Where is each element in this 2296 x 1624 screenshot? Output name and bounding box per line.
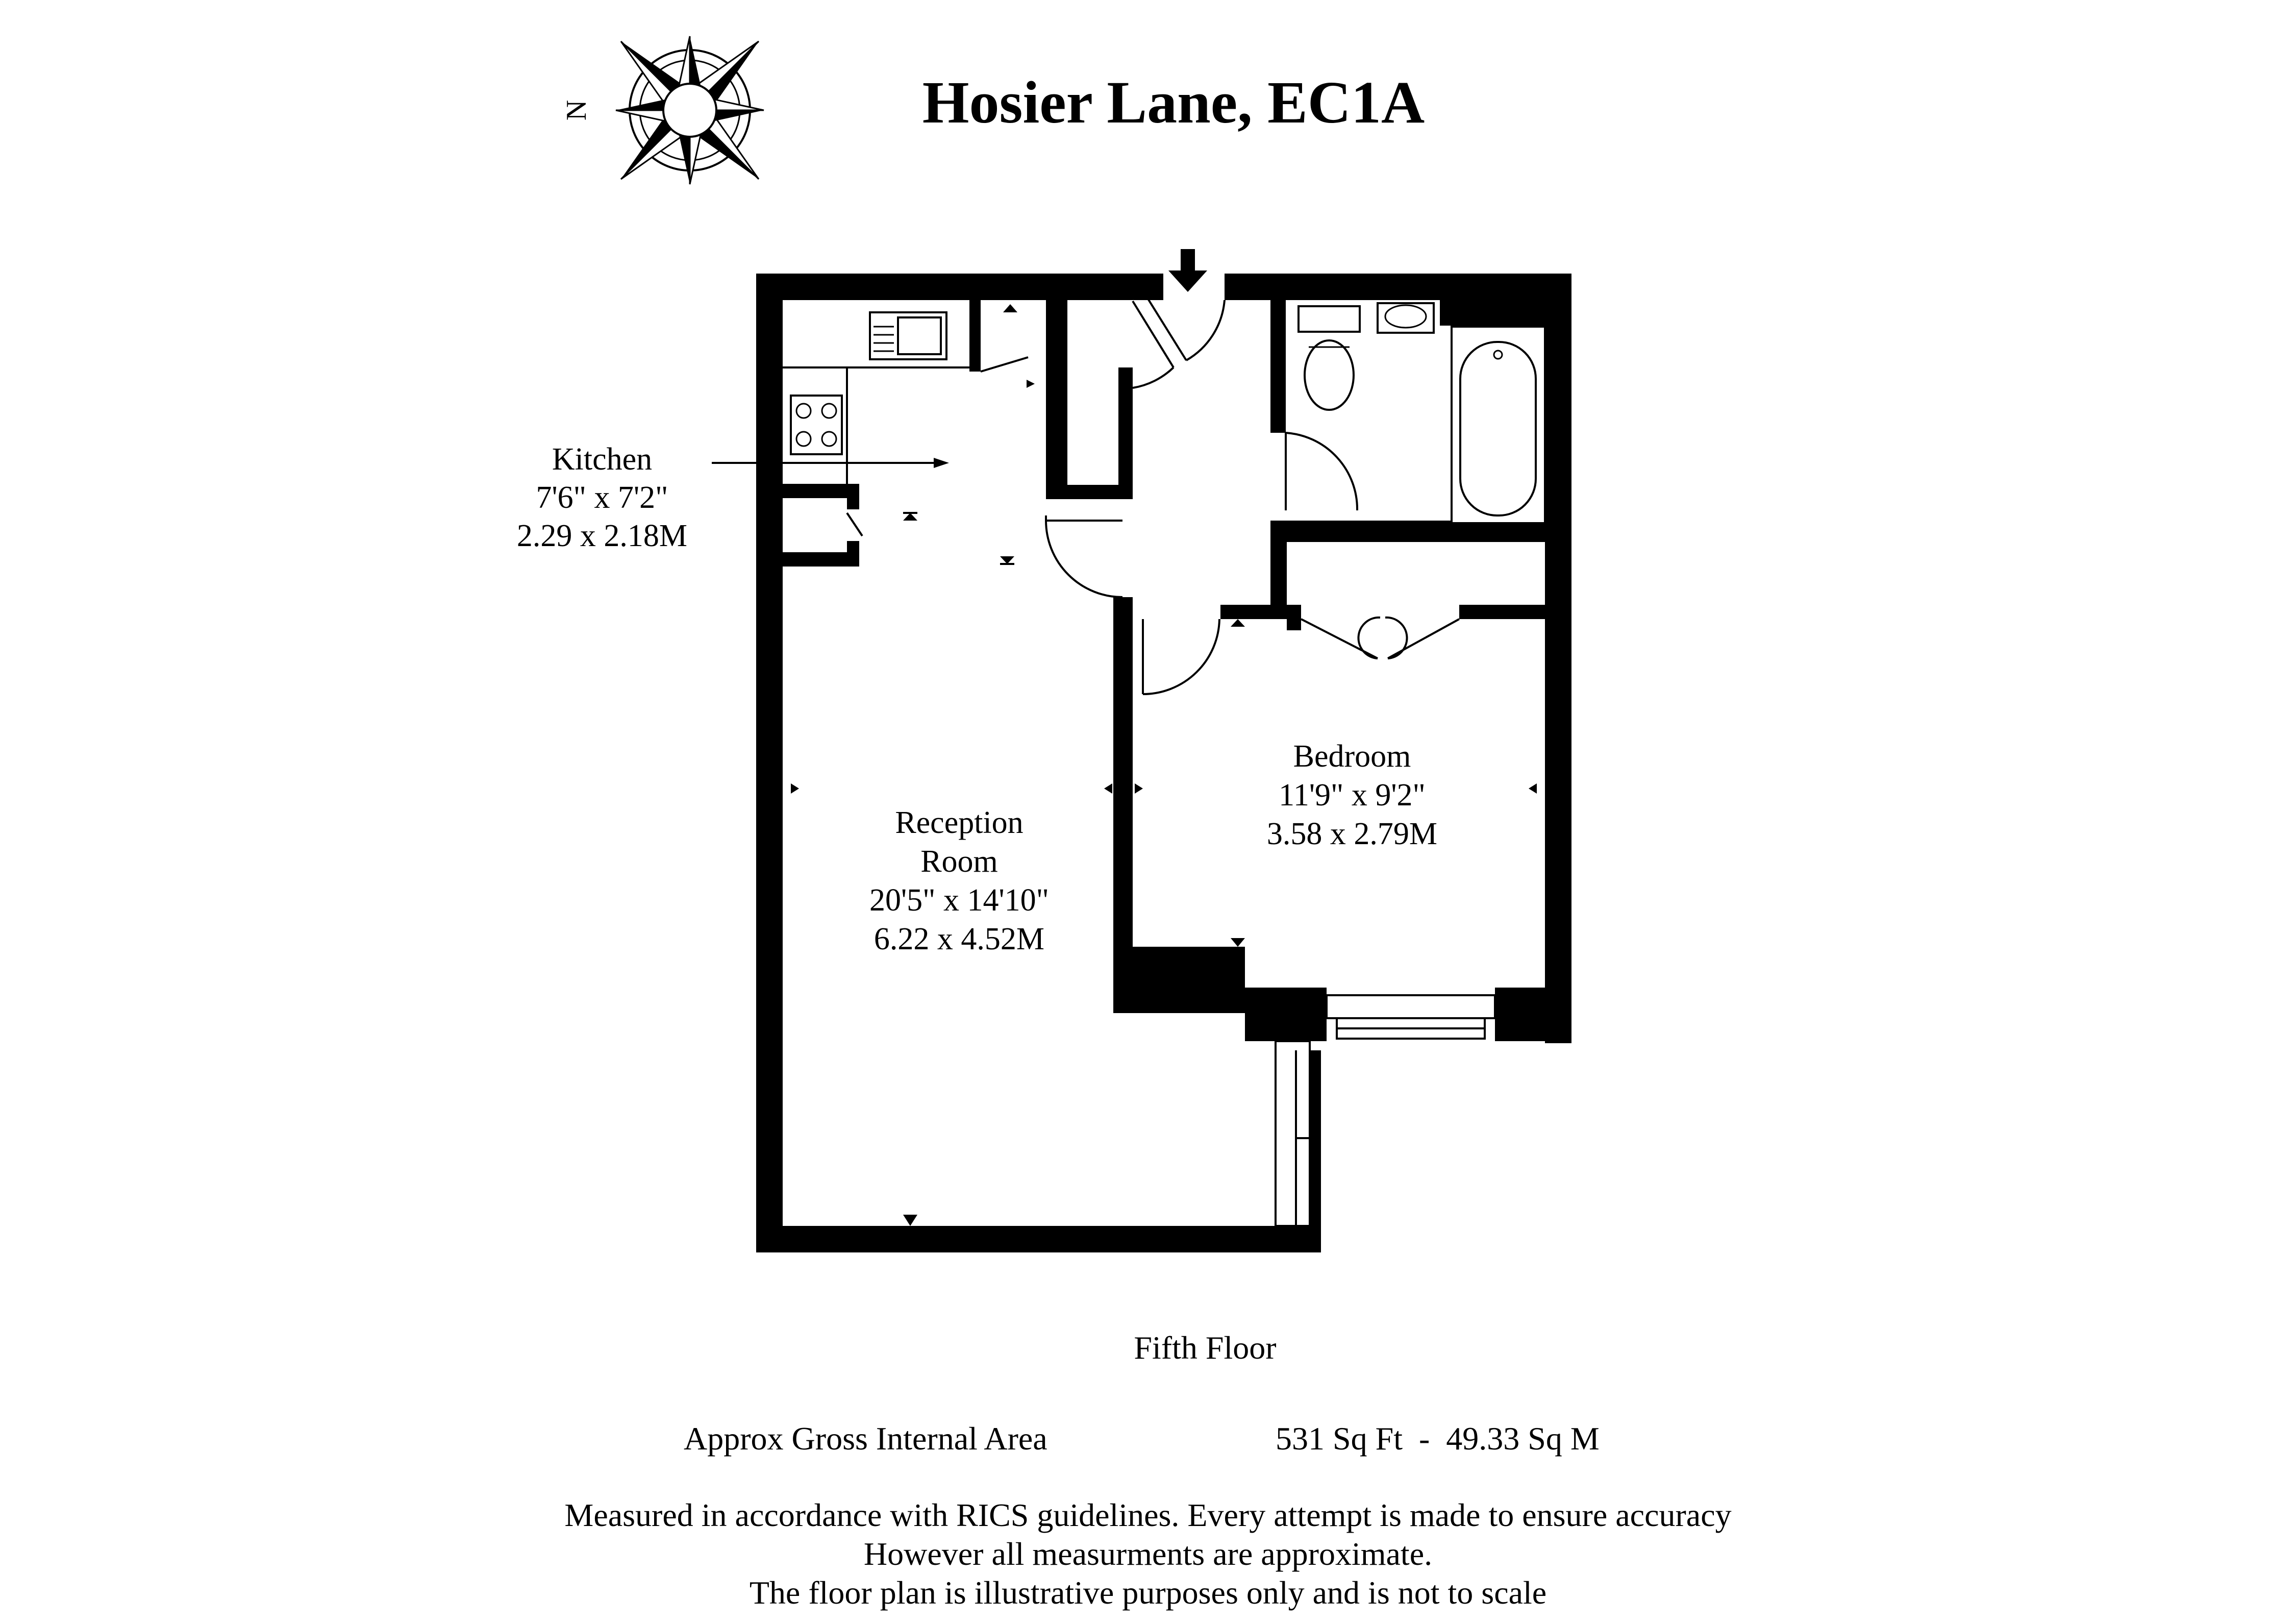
reception-name-line1: Reception bbox=[895, 805, 1024, 840]
reception-imperial: 20'5" x 14'10" bbox=[869, 883, 1049, 918]
entrance-arrow-icon bbox=[1168, 249, 1207, 292]
reception-label bbox=[869, 805, 1049, 956]
toilet-icon bbox=[1299, 306, 1360, 410]
bath-icon bbox=[1452, 327, 1545, 523]
reception-metric: 6.22 x 4.52M bbox=[874, 922, 1045, 956]
kitchen-imperial: 7'6" x 7'2" bbox=[536, 480, 668, 515]
compass-rose-icon bbox=[616, 36, 764, 184]
area-value: 531 Sq Ft - 49.33 Sq M bbox=[1276, 1420, 1600, 1457]
floor-label: Fifth Floor bbox=[1134, 1330, 1277, 1366]
bathroom-fixtures bbox=[1299, 303, 1545, 523]
kitchen-fixtures bbox=[783, 312, 969, 484]
bedroom-imperial: 11'9" x 9'2" bbox=[1279, 778, 1426, 813]
north-label: N bbox=[560, 100, 592, 121]
area-label: Approx Gross Internal Area bbox=[684, 1420, 1047, 1457]
bedroom-name: Bedroom bbox=[1293, 739, 1411, 774]
kitchen-metric: 2.29 x 2.18M bbox=[516, 519, 688, 553]
disclaimer-line2: However all measurments are approximate. bbox=[863, 1536, 1433, 1572]
kitchen-label bbox=[517, 442, 687, 553]
dimension-markers bbox=[791, 304, 1537, 1226]
disclaimer-line1: Measured in accordance with RICS guidelines. Every attempt is made to ensure accuracy bbox=[564, 1497, 1732, 1533]
bedroom-label bbox=[1267, 739, 1437, 851]
basin-icon bbox=[1378, 303, 1434, 333]
kitchen-name: Kitchen bbox=[552, 442, 653, 477]
hob-icon bbox=[791, 396, 842, 454]
bedroom-metric: 3.58 x 2.79M bbox=[1266, 817, 1438, 851]
disclaimer-line3: The floor plan is illustrative purposes only and is not to scale bbox=[749, 1574, 1547, 1611]
page-title: Hosier Lane, EC1A bbox=[922, 69, 1425, 136]
walls bbox=[756, 274, 1571, 1252]
reception-name-line2: Room bbox=[920, 844, 998, 879]
kitchen-pointer-arrow bbox=[712, 458, 949, 468]
